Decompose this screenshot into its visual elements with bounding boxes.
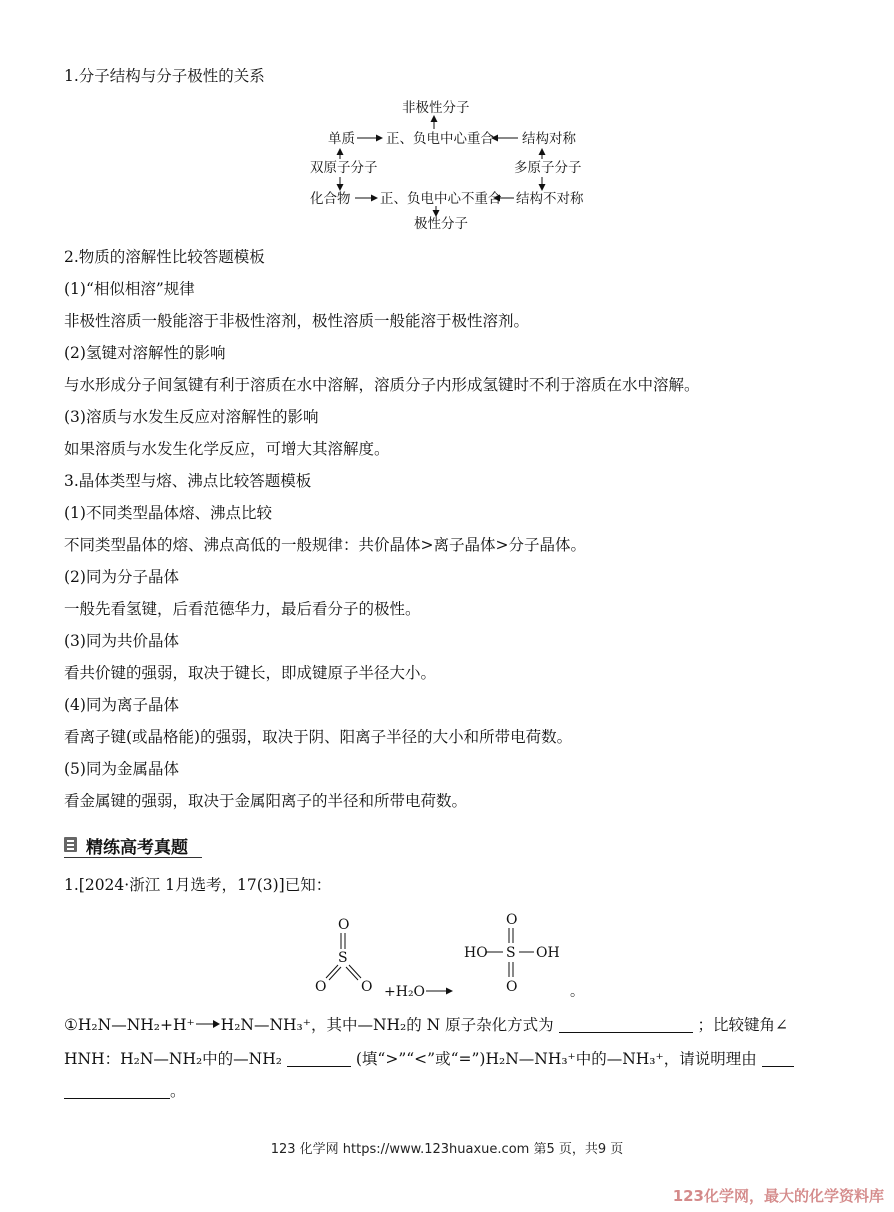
heading-solubility: 2.物质的溶解性比较答题模板 (64, 248, 265, 266)
subheading-ionic-crystal: (4)同为离子晶体 (64, 696, 179, 714)
reaction-arrow-inline (195, 1018, 221, 1030)
node-not-coincide: 正、负电中心不重合 (380, 191, 502, 207)
comparison-blank[interactable] (287, 1050, 351, 1067)
subheading-molecular-crystal: (2)同为分子晶体 (64, 568, 179, 586)
plus-water: +H₂O (384, 984, 426, 1000)
node-nonpolar: 非极性分子 (402, 100, 470, 116)
heading-molecular-polarity: 1.分子结构与分子极性的关系 (64, 67, 265, 85)
text-like-dissolves-like: 非极性溶质一般能溶于非极性溶剂，极性溶质一般能溶于极性溶剂。 (64, 312, 530, 330)
question-line-3 (64, 1081, 186, 1101)
h2so4-left-hydroxyl: HO (464, 945, 488, 961)
node-compound: 化合物 (310, 191, 351, 207)
section-header (64, 833, 202, 858)
subheading-like-dissolves-like: (1)“相似相溶”规律 (64, 280, 195, 298)
h2so4-bottom-oxygen: O (506, 979, 518, 995)
h2so4-right-hydroxyl: OH (536, 945, 560, 961)
subheading-covalent-crystal: (3)同为共价晶体 (64, 632, 179, 650)
node-diatomic: 双原子分子 (310, 160, 378, 176)
node-symmetric: 结构对称 (522, 131, 576, 147)
hybridization-prompt: H₂N—NH₃⁺，其中—NH₂的 N 原子杂化方式为 (220, 1016, 554, 1034)
bond-angle-prompt: ；比较键角∠ (697, 1016, 789, 1034)
text-molecular-crystal: 一般先看氢键，后看范德华力，最后看分子的极性。 (64, 600, 421, 618)
compare-prompt: HNH：H₂N—NH₂中的—NH₂ (64, 1050, 282, 1068)
so3-left-oxygen: O (315, 979, 327, 995)
node-polar: 极性分子 (414, 216, 468, 232)
text-ionic-crystal: 看离子键(或晶格能)的强弱，取决于阴、阳离子半径的大小和所带电荷数。 (64, 728, 573, 746)
page-footer: 123 化学网 https://www.123huaxue.com 第5 页，共9 页 (270, 1142, 624, 1157)
section-title: 精练高考真题 (86, 838, 188, 858)
node-asymmetric: 结构不对称 (516, 191, 584, 207)
compare-instruction: (填“>”“<”或“=”)H₂N—NH₃⁺中的—NH₃⁺，请说明理由 (355, 1050, 757, 1068)
text-reaction-with-water: 如果溶质与水发生化学反应，可增大其溶解度。 (64, 440, 390, 458)
so3-right-oxygen: O (361, 979, 373, 995)
text-different-crystal: 不同类型晶体的熔、沸点高低的一般规律：共价晶体>离子晶体>分子晶体。 (64, 536, 586, 554)
polarity-diagram (0, 0, 894, 240)
node-polyatomic: 多原子分子 (514, 160, 582, 176)
reason-blank-1[interactable] (762, 1050, 794, 1067)
reaction-left: ①H₂N—NH₂+H⁺ (64, 1016, 195, 1034)
question-line-1 (64, 1015, 788, 1035)
text-hydrogen-bond: 与水形成分子间氢键有利于溶质在水中溶解，溶质分子内形成氢键时不利于溶质在水中溶解。 (64, 376, 700, 394)
subheading-metallic-crystal: (5)同为金属晶体 (64, 760, 179, 778)
h2so4-sulfur: S (506, 945, 516, 961)
text-metallic-crystal: 看金属键的强弱，取决于金属阳离子的半径和所带电荷数。 (64, 792, 468, 810)
subheading-reaction-with-water: (3)溶质与水发生反应对溶解性的影响 (64, 408, 319, 426)
subheading-different-crystal: (1)不同类型晶体熔、沸点比较 (64, 504, 272, 522)
text-covalent-crystal: 看共价键的强弱，取决于键长，即成键原子半径大小。 (64, 664, 437, 682)
node-coincide: 正、负电中心重合 (386, 131, 494, 147)
h2so4-top-oxygen: O (506, 912, 518, 928)
reaction-scheme (0, 900, 894, 1010)
so3-top-oxygen: O (338, 917, 350, 933)
so3-sulfur: S (338, 950, 348, 966)
hybridization-blank[interactable] (559, 1016, 693, 1033)
heading-crystal-melting: 3.晶体类型与熔、沸点比较答题模板 (64, 472, 312, 490)
question-intro: 1.[2024·浙江 1月选考，17(3)]已知： (64, 876, 332, 894)
reason-blank-2[interactable] (64, 1082, 170, 1099)
scheme-end-period: 。 (570, 984, 584, 1000)
site-watermark: 123化学网，最大的化学资料库 (672, 1187, 884, 1205)
document-icon (64, 837, 77, 852)
question-line-2 (64, 1049, 794, 1069)
question-end-period: 。 (170, 1082, 186, 1100)
subheading-hydrogen-bond: (2)氢键对溶解性的影响 (64, 344, 226, 362)
node-elemental: 单质 (328, 131, 355, 147)
